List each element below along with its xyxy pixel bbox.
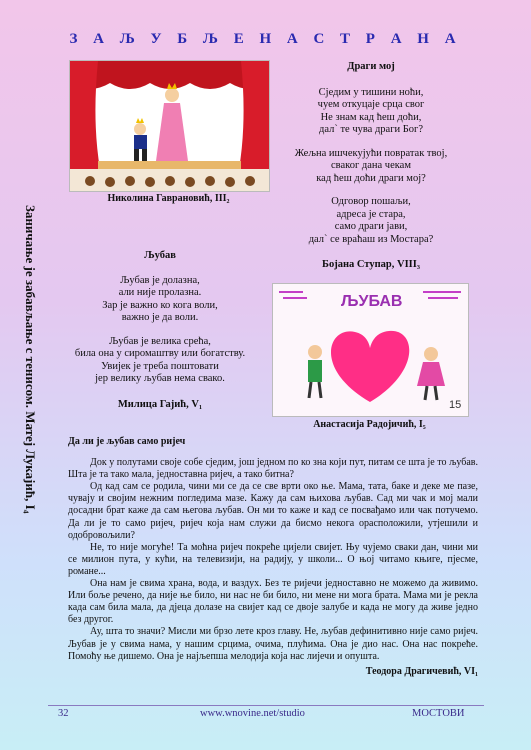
story-paragraph: Не, то није могуће! Та моћна ријеч покреће цијели свијет. Њу чујемо сваки дан, чини ми се милион пута, у кући, на телевизији, на радију, у школи... О њој читамо књиге, пјесме, романе... <box>68 541 478 577</box>
footer-link[interactable]: www.wnovine.net/studio <box>200 708 305 719</box>
page-number: 32 <box>58 708 69 719</box>
poem1-line: Одговор пошаљи, <box>331 196 411 207</box>
side-quote: Заничање је забављање с тенисом. Матеј Лукајић, I₄ <box>23 205 38 514</box>
story-paragraph: Док у полутами своје собе сједим, још једном по ко зна који пут, питам се шта је то љубав. Шта је та тако мала, једноставна ријеч, а тако битна? <box>68 457 478 481</box>
poem2-line: Љубав је долазна, <box>120 274 200 286</box>
poem2-line: Зар је важно ко кога воли, <box>102 299 218 311</box>
story <box>68 436 478 678</box>
poem1-line: дал` се враћаш из Мостара? <box>308 233 434 245</box>
poem1-line: Не знам кад ћеш доћи, <box>320 111 422 123</box>
poem2-line: Љубав је велика срећа, <box>109 335 211 347</box>
story-paragraph: Она нам је свима храна, вода, и ваздух. Без те ријечи једноставно не можемо да живимо. Или боље речено, да није ње било, ни нас не би било, ни мене ни мога брата. Мама ми је рекла када сам била мала, да дјеца долазе на свијет кад се двоје залубе и када не могу да живе једно без другог. <box>68 578 478 626</box>
poem2-author: Милица Гајић, V₁ <box>117 398 203 410</box>
drawing2-caption: Анастасија Радојичић, I₅ <box>313 419 426 430</box>
poem2-line: важно је да воли. <box>121 312 199 323</box>
drawing2-number: 15 <box>449 399 462 411</box>
story-author: Теодора Драгичевић, VI₁ <box>365 665 478 677</box>
poem-ljubav <box>55 250 265 411</box>
poem1-line: адреса је стара, <box>336 208 406 220</box>
poem1-line: сваког дана чекам <box>331 160 411 171</box>
poem1-author: Бојана Ступар, VIII₃ <box>322 259 420 270</box>
poem1-title: Драги мој <box>347 61 395 72</box>
drawing-stage <box>69 60 270 192</box>
poem1-line: кад ћеш доћи драги мој? <box>316 172 426 184</box>
stage-illustration <box>70 61 269 191</box>
story-paragraph: Од кад сам се родила, чини ми се да се све врти око ње. Мама, тата, баке и деке ме пазе, чувају и својим нежним погледима мазе. Кажу да сам њихова љубав. Сад ми чак и мој мали досадни брат каже да сам његова љубав. Он ми то каже и кад се посвађамо или чак потучемо. Да ли је то само ријеч, ријеч која нам служи да бисмо некога орасположили, утјешили и одобровољили? <box>68 481 478 541</box>
story-title: Да ли је љубав само ријеч <box>68 436 186 447</box>
poem2-title: Љубав <box>144 250 176 261</box>
story-paragraph: Ау, шта то значи? Мисли ми брзо лете кроз главу. Не, љубав дефинитивно није само ријеч. Љубав је у свима нама, у нашим срцима, очима, плућима. Она је дио нас. Она нас покреће. Помоћу ње дишемо. Она је најљепша мелодија која нас лијечи и опушта. <box>68 626 478 662</box>
heart-illustration <box>273 284 468 416</box>
poem-dragi-moj <box>281 61 461 272</box>
page-title: З А Љ У Б Љ Е Н А С Т Р А Н А <box>69 31 462 47</box>
poem1-line: само драги јави, <box>334 221 408 232</box>
poem1-line: чуем откуцаје срца свог <box>317 99 425 110</box>
drawing1-caption: Николина Гаврановић, III₂ <box>107 193 230 204</box>
poem1-line: Сједим у тишини ноћи, <box>318 86 424 98</box>
poem1-line: Жељна ишчекујући повратак твој, <box>294 147 448 159</box>
magazine-name: МОСТОВИ <box>412 708 465 719</box>
drawing2-title: ЉУБАВ <box>341 293 403 310</box>
poem1-line: дал` те чува драги Бог? <box>318 124 423 135</box>
poem2-line: била она у сиромаштву или богатству. <box>74 348 246 359</box>
footer-rule <box>48 705 484 706</box>
poem2-line: јер велику љубав нема свако. <box>95 373 225 384</box>
drawing-heart <box>272 283 469 417</box>
poem2-line: али није пролазна. <box>118 287 202 298</box>
poem2-line: Увијек је треба поштовати <box>101 360 219 372</box>
